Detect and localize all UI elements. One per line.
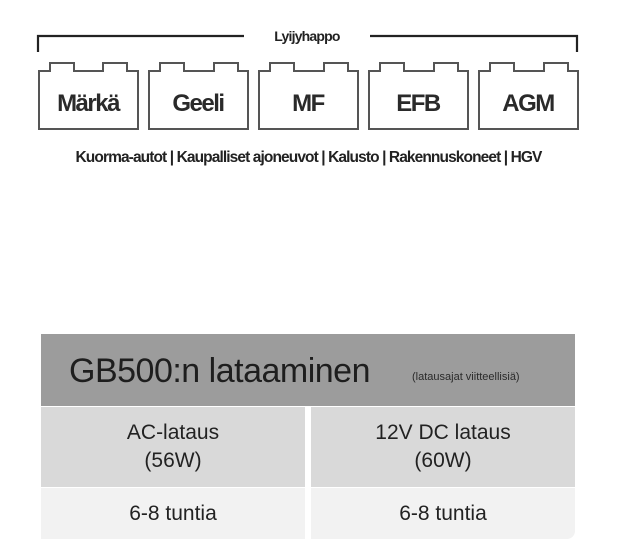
charging-table <box>41 334 575 539</box>
battery-label-agm: AGM <box>502 90 554 117</box>
ac-charging-cell <box>41 407 305 487</box>
battery-label-wet: Märkä <box>57 90 119 117</box>
column-divider <box>305 407 311 539</box>
battery-types-diagram <box>0 0 617 140</box>
charging-table-note: (latausajat viitteellisiä) <box>412 371 520 383</box>
dc-charging-power: (60W) <box>414 449 472 472</box>
lead-acid-group-label: Lyijyhappo <box>274 28 340 44</box>
dc-charging-cell <box>311 407 575 487</box>
ac-charging-power: (56W) <box>144 449 202 472</box>
dc-charging-label: 12V DC lataus <box>375 421 511 444</box>
battery-label-efb: EFB <box>396 90 440 117</box>
charging-table-header <box>41 334 575 406</box>
applications-line: Kuorma-autot | Kaupalliset ajoneuvot | Kalusto | Rakennuskoneet | HGV <box>75 149 542 166</box>
battery-label-gel: Geeli <box>172 90 224 117</box>
ac-charging-time: 6-8 tuntia <box>41 488 305 539</box>
battery-label-mf: MF <box>292 90 324 117</box>
ac-charging-label: AC-lataus <box>126 421 220 444</box>
dc-charging-time: 6-8 tuntia <box>311 488 575 539</box>
charging-table-title: GB500:n lataaminen <box>69 352 370 390</box>
